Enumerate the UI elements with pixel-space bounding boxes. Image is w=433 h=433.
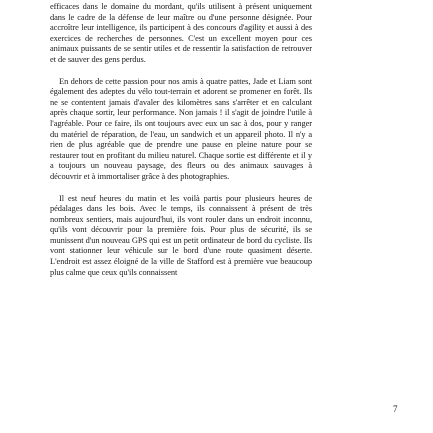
paragraph-morning-ride: Il est neuf heures du matin et les voilà partis pour plusieurs heures de pédalages dans les bois. Avec le temps, ils connaissent à présent de très nombreux sentiers, mais aujourd'hui, ils vont rouler dans un endroit inconnu, qu'ils vont découvrir pour la première fois. Pour plus de sécurité, ils se munissent d'un nouveau GPS qui est un petit ordinateur de bord du cycliste. Ils vont stationner leur véhicule sur le bord d'une route quasiment déserte. L'endroit est assez éloigné de la ville de Stafford est à première vue beaucoup plus calme que ceux qu'ils connaissent — [50, 193, 312, 277]
text-column — [50, 2, 312, 289]
paragraph-cycling-passion: En dehors de cette passion pour nos amis à quatre pattes, Jade et Liam sont également des adeptes du vélo tout-terrain et adorent se promener en forêt. Ils ne se contentent jamais d'avaler des kilomètres sans s'arrêter et en calculant après chaque sortir, leur performance. Non jamais ! il s'agit de joindre l'utile à l'agréable. Pour ce faire, ils ont toujours avec eux un sac à dos, pour y ranger du matériel de réparation, de l'eau, un sandwich et un appareil photo. Il n'y a rien de plus agréable que de prendre une pause en pleine nature pour se restaurer tout en profitant du milieu naturel. Chaque sortie est différente et il y a toujours un nouveau paysage, des fleurs ou des animaux sauvages à découvrir et à immortaliser grâce à des photographies. — [50, 76, 312, 181]
page-number: 7 — [393, 404, 398, 414]
paragraph-intro-continuation: efficaces dans le domaine du mordant, qu'ils utilisent à présent uniquement dans le cadre de la défense de leur maître ou d'une personne désignée. Pour accroître leur intelligence, ils participent à des concours d'agility et aussi à des exercices de recherches de personnes. C'est un excellent moyen pour ces animaux puissants de se sentir utiles et de ressentir la satisfaction de retrouver et de sauver des gens perdus. — [50, 2, 312, 64]
